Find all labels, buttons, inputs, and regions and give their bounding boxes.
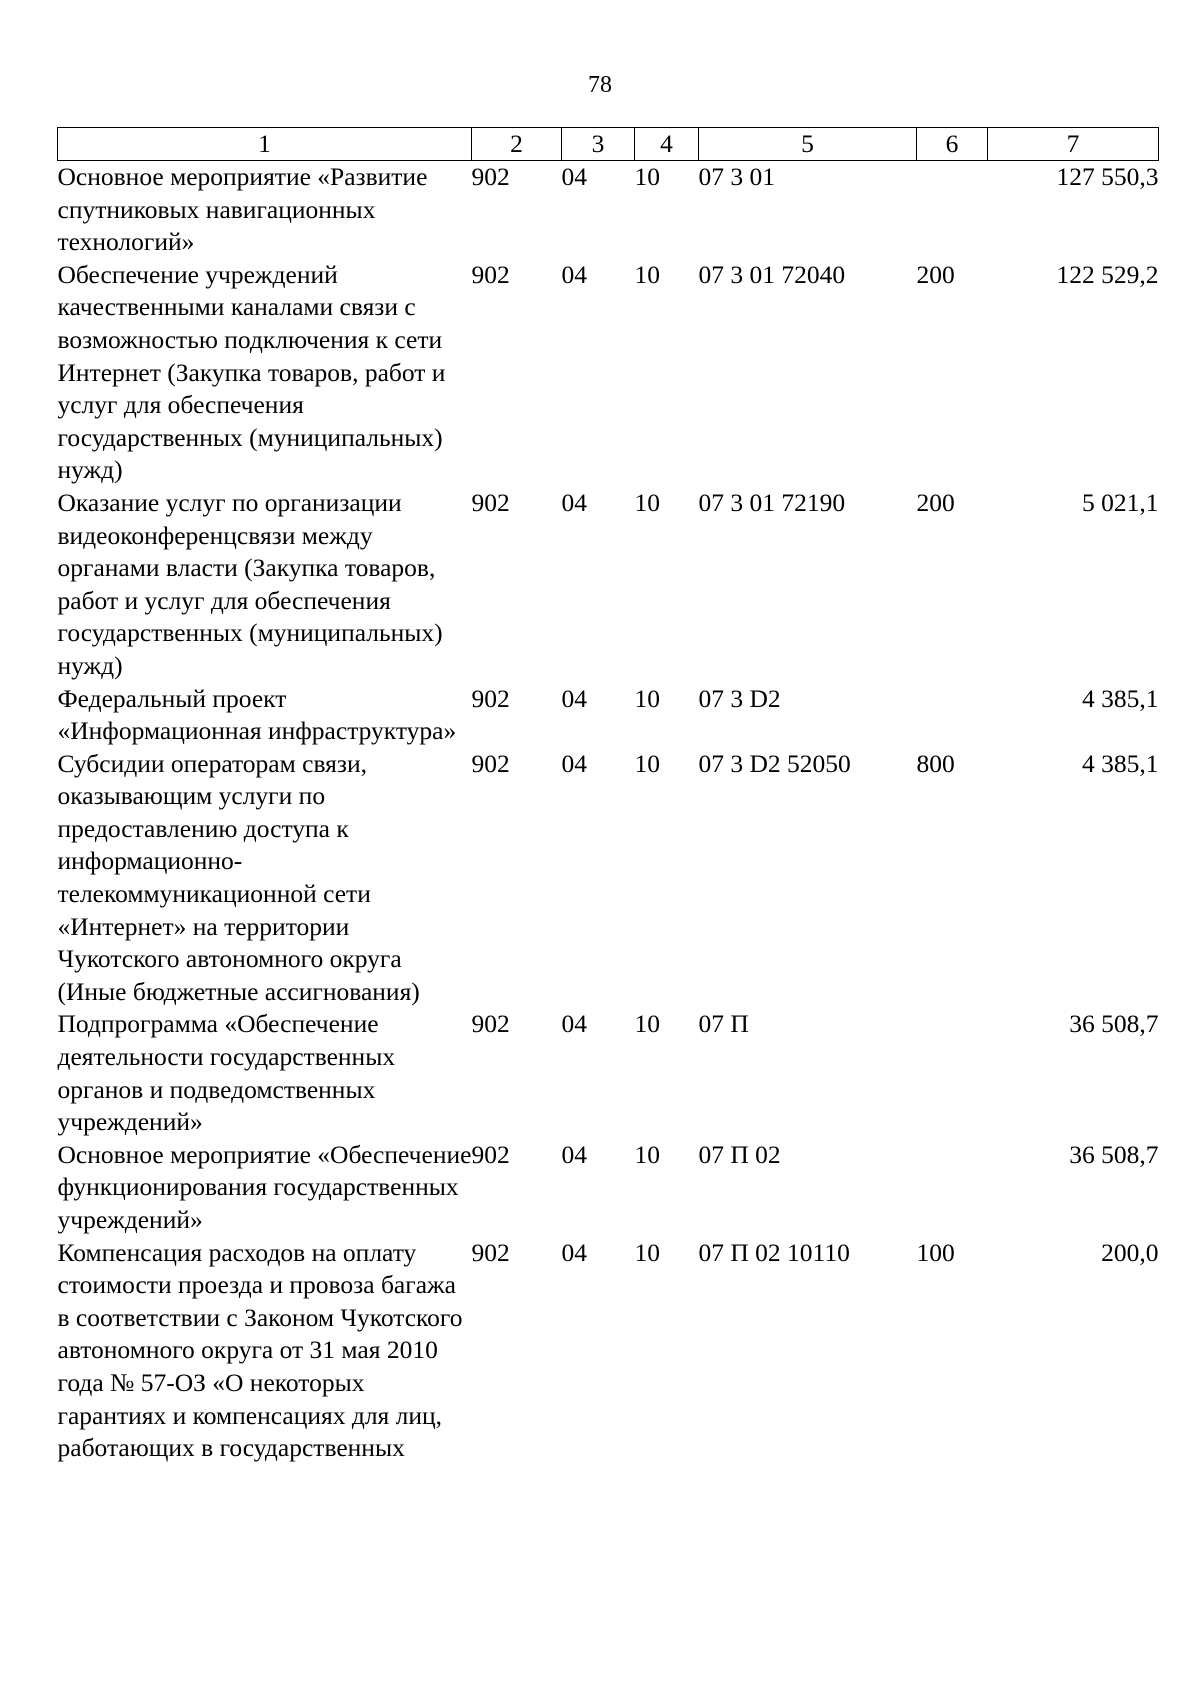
row-col3: 04: [561, 1237, 587, 1267]
row-col2: 902: [471, 748, 510, 778]
table-row: [58, 1237, 1159, 1465]
row-col2: 902: [471, 1237, 510, 1267]
column-header-6: 6: [917, 128, 988, 161]
row-col3: 04: [561, 162, 587, 191]
row-col7: 127 550,3: [1056, 162, 1159, 191]
row-col3: 04: [561, 683, 587, 713]
row-col6: 200: [916, 487, 955, 517]
column-header-1: 1: [58, 128, 472, 161]
column-header-7: 7: [988, 128, 1159, 161]
row-col4: 10: [634, 487, 660, 517]
row-col5: 07 3 D2 52050: [698, 748, 851, 778]
row-col6: [917, 161, 988, 259]
row-col2: 902: [471, 487, 510, 517]
row-col7: 36 508,7: [1069, 1009, 1159, 1039]
column-header-5: 5: [699, 128, 917, 161]
column-header-3: 3: [562, 128, 635, 161]
table-row: [58, 1139, 1159, 1237]
row-col6: 200: [916, 259, 955, 289]
column-header-2: 2: [472, 128, 562, 161]
row-col7: 5 021,1: [1082, 487, 1159, 517]
row-col4: 10: [634, 259, 660, 289]
row-col6: [917, 683, 988, 748]
row-col5: 07 П 02 10110: [698, 1237, 850, 1267]
table-row: [58, 487, 1159, 683]
row-col3: 04: [561, 259, 587, 289]
row-col7: 4 385,1: [1082, 683, 1159, 713]
table-row: [58, 683, 1159, 748]
row-col6: [917, 1139, 988, 1237]
row-col7: 4 385,1: [1082, 748, 1159, 778]
table-row: [58, 259, 1159, 487]
page-number: 78: [588, 72, 612, 98]
row-col6: [917, 1008, 988, 1138]
row-name: Компенсация расходов на оплату стоимости проезда и провоза багажа в соответствии с Законом Чукотского автономного округа от 31 мая 2010 года № 57-ОЗ «О некоторых гарантиях и компенсациях для лиц, работающих в государственных: [57, 1237, 463, 1463]
row-col7: 36 508,7: [1069, 1139, 1159, 1169]
row-col7: 200,0: [1101, 1237, 1159, 1267]
row-col7: 122 529,2: [1056, 259, 1159, 289]
row-col3: 04: [561, 1009, 587, 1039]
row-col2: 902: [471, 162, 510, 191]
budget-table: [57, 127, 1159, 1465]
row-col2: 902: [471, 683, 510, 713]
row-col4: 10: [634, 162, 660, 191]
row-col6: 100: [916, 1237, 955, 1267]
row-col4: 10: [634, 1009, 660, 1039]
row-name: Основное мероприятие «Обеспечение функционирования государственных учреждений»: [57, 1139, 472, 1234]
row-col3: 04: [561, 748, 587, 778]
row-name: Обеспечение учреждений качественными каналами связи с возможностью подключения к сети Интернет (Закупка товаров, работ и услуг для обеспечения государственных (муниципальных) нужд): [57, 259, 446, 485]
row-col5: 07 П 02: [698, 1139, 781, 1169]
row-col2: 902: [471, 259, 510, 289]
row-col3: 04: [561, 1139, 587, 1169]
row-col5: 07 3 01: [698, 162, 775, 191]
table-header-row: [58, 128, 1159, 161]
table-row: [58, 1008, 1159, 1138]
row-col5: 07 П: [698, 1009, 749, 1039]
row-name: Основное мероприятие «Развитие спутниковых навигационных технологий»: [57, 162, 428, 257]
row-col5: 07 3 01 72190: [698, 487, 846, 517]
row-name: Подпрограмма «Обеспечение деятельности государственных органов и подведомственных учреждений»: [57, 1009, 396, 1137]
row-col4: 10: [634, 748, 660, 778]
table-row: [58, 161, 1159, 259]
row-col4: 10: [634, 1237, 660, 1267]
row-col4: 10: [634, 683, 660, 713]
row-col3: 04: [561, 487, 587, 517]
row-col6: 800: [916, 748, 955, 778]
row-name: Субсидии операторам связи, оказывающим услуги по предоставлению доступа к информационно-телекоммуникационной сети «Интернет» на территории Чукотского автономного округа (Иные бюджетные ассигнования): [57, 748, 420, 1006]
row-col2: 902: [471, 1139, 510, 1169]
column-header-4: 4: [635, 128, 699, 161]
table-row: [58, 748, 1159, 1009]
row-name: Федеральный проект «Информационная инфраструктура»: [57, 683, 457, 746]
row-col4: 10: [634, 1139, 660, 1169]
row-col2: 902: [471, 1009, 510, 1039]
row-name: Оказание услуг по организации видеоконференцсвязи между органами власти (Закупка товаров, работ и услуг для обеспечения государственных (муниципальных) нужд): [57, 487, 443, 680]
row-col5: 07 3 D2: [698, 683, 781, 713]
row-col5: 07 3 01 72040: [698, 259, 846, 289]
